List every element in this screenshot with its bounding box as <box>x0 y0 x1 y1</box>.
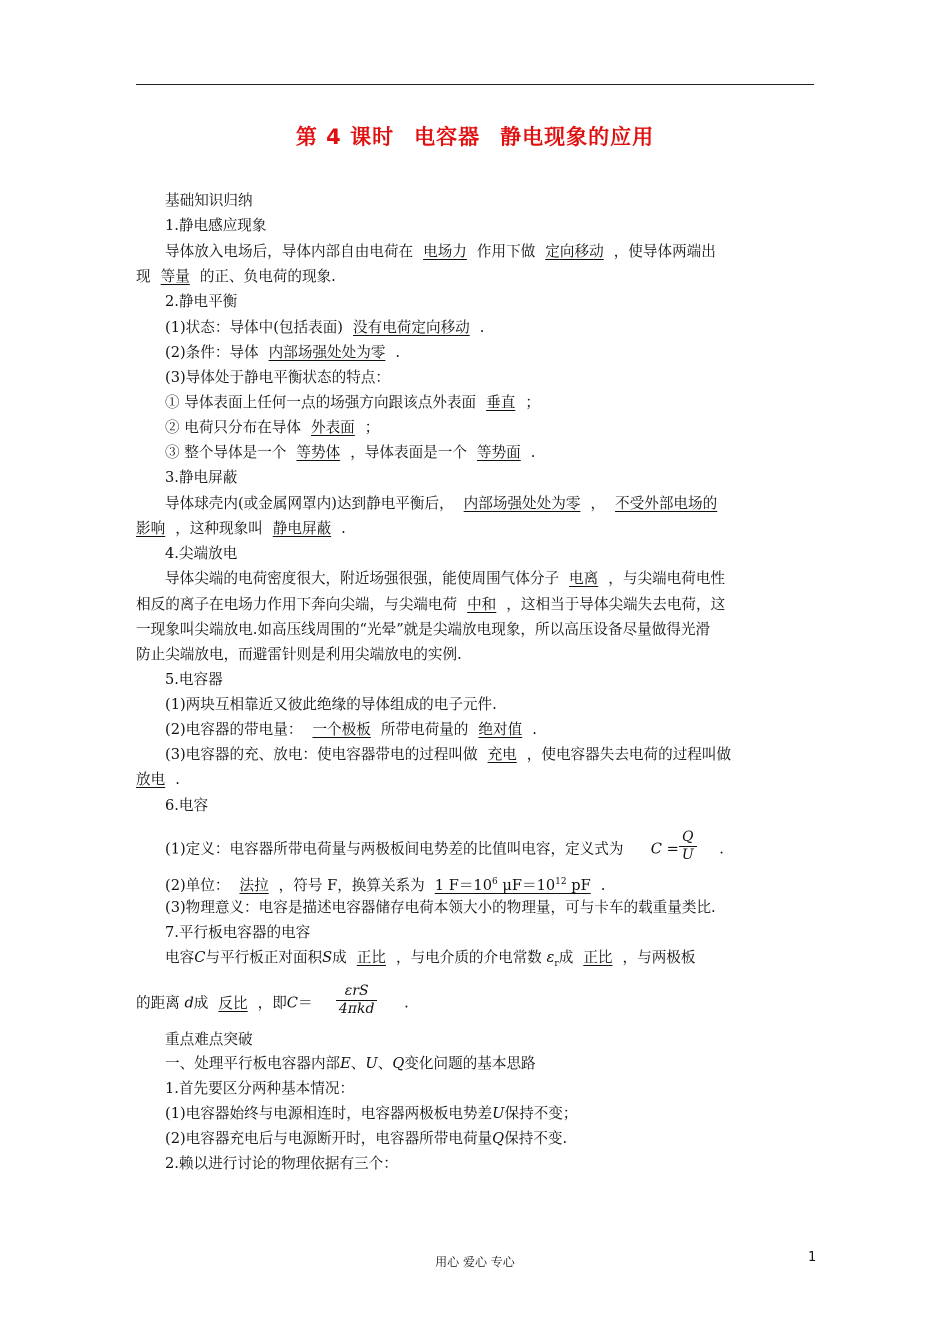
answer-blank: 外表面 <box>310 419 355 436</box>
answer-blank: 正比 <box>583 949 613 966</box>
definition-line: (1)定义：电容器所带电荷量与两极板间电势差的比值叫电容，定义式为 C = $\frac{Q}{U}$ . <box>165 829 724 863</box>
heading-electrostatic-induction: 1.静电感应现象 <box>165 217 267 234</box>
answer-blank: 电离 <box>569 570 599 587</box>
paragraph-line: 防止尖端放电，而避雷针则是利用尖端放电的实例. <box>136 646 462 663</box>
answer-blank: 影响 <box>136 520 166 537</box>
paragraph-line: 现 等量 的正、负电荷的现象. <box>136 268 336 285</box>
paragraph-line: ① 导体表面上任何一点的场强方向跟该点外表面 垂直 ； <box>165 394 540 411</box>
paragraph-line: 导体球壳内(或金属网罩内)达到静电平衡后， 内部场强处处为零 ， 不受外部电场的 <box>165 494 845 514</box>
answer-blank: 等量 <box>160 268 190 285</box>
page-title <box>0 121 950 151</box>
answer-blank: 内部场强处处为零 <box>268 344 386 361</box>
header-rule <box>136 84 814 85</box>
paragraph-line: 影响 ，这种现象叫 静电屏蔽 . <box>136 520 346 537</box>
page-footer: 用心 爱心 专心 <box>435 1255 515 1269</box>
paragraph-line: 一现象叫尖端放电.如高压线周围的“光晕”就是尖端放电现象，所以高压设备尽量做得光滑 <box>136 621 711 638</box>
answer-blank: 1 $F=10^6$ $\mu F=10^{12}$ pF <box>434 876 591 894</box>
paragraph-line: 导体尖端的电荷密度很大，附近场强很强，能使周围气体分子 电离 ，与尖端电荷电性 <box>165 570 726 587</box>
answer-blank: 反比 <box>218 994 248 1012</box>
answer-blank: 定向移动 <box>545 243 604 260</box>
paragraph-line: ③ 整个导体是一个 等势体 ，导体表面是一个 等势面 . <box>165 444 536 461</box>
answer-blank: 一个极板 <box>312 721 371 738</box>
paragraph-line: 导体放入电场后，导体内部自由电荷在 电场力 作用下做 定向移动 ，使导体两端出 <box>165 243 716 260</box>
paragraph-line: 相反的离子在电场力作用下奔向尖端，与尖端电荷 中和 ，这相当于导体尖端失去电荷，这 <box>136 596 726 613</box>
title-topic-1: 电容器 <box>414 125 481 149</box>
paragraph-line: (2)电容器的带电量： 一个极板 所带电荷量的 绝对值 . <box>165 721 537 738</box>
answer-blank: 充电 <box>487 746 517 763</box>
heading-electrostatic-shielding: 3.静电屏蔽 <box>165 469 238 486</box>
answer-blank: 垂直 <box>486 394 516 411</box>
formula-fraction: $\frac{\text{εrS}}{\text{4πkd}}$ <box>336 983 378 1018</box>
title-topic-2: 静电现象的应用 <box>500 125 655 149</box>
paragraph-line: 电容C与平行板正对面积S成 正比 ，与电介质的介电常数 $\varepsilon_r$成 正比 ，与两极板 <box>165 949 696 969</box>
section-heading-key-points: 重点难点突破 <box>165 1031 253 1048</box>
paragraph-line: (1)电容器始终与电源相连时，电容器两极板电势差U保持不变； <box>165 1105 578 1122</box>
heading-capacitance: 6.电容 <box>165 797 209 814</box>
answer-blank: 静电屏蔽 <box>272 520 332 537</box>
title-lesson: 第 4 课时 <box>295 125 395 149</box>
paragraph-line: (3)电容器的充、放电：使电容器带电的过程叫做 充电 ，使电容器失去电荷的过程叫做 <box>165 746 732 763</box>
answer-blank: 放电 <box>136 771 166 788</box>
paragraph-line: (1)状态：导体中(包括表面) 没有电荷定向移动 . <box>165 319 485 336</box>
answer-blank: 等势面 <box>476 444 521 461</box>
answer-blank: 不受外部电场的 <box>615 495 718 512</box>
heading-capacitor: 5.电容器 <box>165 671 223 688</box>
answer-blank: 等势体 <box>296 444 341 461</box>
answer-blank: 正比 <box>356 949 386 966</box>
answer-blank: 内部场强处处为零 <box>463 495 581 512</box>
paragraph-line: (2)电容器充电后与电源断开时，电容器所带电荷量Q保持不变. <box>165 1130 568 1147</box>
paragraph-line: (1)两块互相靠近又彼此绝缘的导体组成的电子元件. <box>165 696 497 713</box>
page-number: 1 <box>808 1250 817 1265</box>
formula-fraction: $\frac{Q}{U}$ <box>679 829 697 864</box>
section-heading-basics: 基础知识归纳 <box>165 192 253 209</box>
paragraph-line: (2)单位： 法拉 ，符号 F，换算关系为 1 $F=10^6$ $\mu F=10^{12}$ pF . <box>165 876 606 894</box>
answer-blank: 中和 <box>467 596 497 613</box>
answer-blank: 绝对值 <box>478 721 523 738</box>
paragraph-line: ② 电荷只分布在导体 外表面 ； <box>165 419 380 436</box>
paragraph-line: 的距离 d成 反比 ，即C＝ $\frac{\text{εrS}}{\text{4πkd}}$ . <box>136 983 409 1017</box>
paragraph-line: 放电 . <box>136 771 180 788</box>
paragraph-line: (2)条件：导体 内部场强处处为零 . <box>165 344 401 361</box>
heading-electrostatic-equilibrium: 2.静电平衡 <box>165 293 238 310</box>
paragraph-line: 一、处理平行板电容器内部E、U、Q变化问题的基本思路 <box>165 1055 536 1072</box>
paragraph-line: 1.首先要区分两种基本情况： <box>165 1080 355 1097</box>
paragraph-line: (3)导体处于静电平衡状态的特点： <box>165 369 390 386</box>
formula-lhs: C = <box>650 840 679 858</box>
answer-blank: 法拉 <box>239 876 269 894</box>
answer-blank: 电场力 <box>423 243 467 260</box>
heading-point-discharge: 4.尖端放电 <box>165 545 238 562</box>
paragraph-line: 2.赖以进行讨论的物理依据有三个： <box>165 1155 398 1172</box>
heading-parallel-plate: 7.平行板电容器的电容 <box>165 924 311 941</box>
paragraph-line: (3)物理意义：电容是描述电容器储存电荷本领大小的物理量，可与卡车的载重量类比. <box>165 899 716 916</box>
answer-blank: 没有电荷定向移动 <box>353 319 470 336</box>
